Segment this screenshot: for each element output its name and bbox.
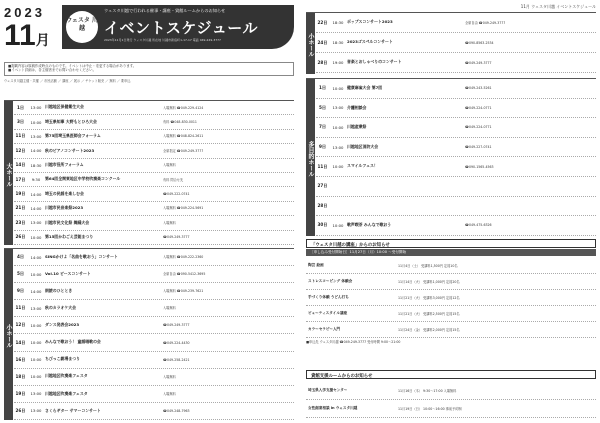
list-row-info: 11月24日（金） 受講料2,000円 定員15名	[398, 327, 460, 332]
list-row-info: 11月21日（火） 受講料2,500円 定員15名	[398, 311, 460, 316]
small-hall-label: 小ホール	[4, 249, 13, 420]
list-row	[306, 306, 596, 322]
row-title: 川越地区吹奏楽フェスタ	[45, 390, 88, 396]
lecture-box-note: ［申し込み受付開始日］11月27日（月）10:00 ～受付開始	[306, 249, 596, 256]
small-hall-section	[4, 248, 294, 420]
row-date: 16日	[15, 356, 26, 362]
row-info: ☎090-1565-4563	[465, 164, 494, 169]
list-row	[306, 322, 596, 338]
schedule-row	[14, 159, 294, 173]
schedule-row	[14, 202, 294, 216]
row-title: ちびっこ劇場まつり	[45, 356, 81, 362]
list-row-info: 11月21日（火） 受講料3,000円 定員12名	[398, 295, 460, 300]
row-title: 川越地区保健衛生大会	[45, 104, 84, 110]
header-subtitle: ウェスタ川越で行われる催事・講座・貸館ルームからのお知らせ	[104, 8, 226, 13]
schedule-row	[14, 283, 294, 300]
row-date: 5日	[16, 271, 25, 277]
row-info: 入場無料	[163, 163, 176, 168]
row-title: スマイルフェス！	[347, 163, 378, 169]
row-date: 9日	[318, 144, 327, 150]
multi-hall-section	[306, 78, 596, 236]
row-time: 10:00	[332, 124, 344, 130]
row-title: 第64回全関東地区中学校吹奏楽コンクール	[45, 176, 121, 182]
header-band	[62, 5, 294, 49]
schedule-row	[14, 101, 294, 115]
row-date: 11日	[317, 163, 328, 169]
row-time: 10:00	[30, 322, 42, 328]
row-date: 19日	[15, 191, 26, 197]
schedule-row	[14, 403, 294, 420]
row-title: 第15回かわごえ芸能まつり	[45, 233, 94, 239]
schedule-row	[316, 197, 596, 217]
row-title: 埼玉県知事 大野もとひろ大会	[45, 118, 97, 124]
schedule-row	[316, 53, 596, 73]
row-time: 10:00	[30, 340, 42, 346]
list-row-info: 11月14日（火） 受講料1,000円 定員20名	[398, 279, 460, 284]
row-info: ☎049-243-5261	[465, 86, 492, 91]
right-header: 11月 ウェスタ川越 イベントスケジュール	[520, 4, 596, 9]
row-title: 秋のピアノコンサート2023	[45, 147, 95, 153]
list-row	[306, 290, 596, 306]
page-title: イベントスケジュール	[104, 19, 258, 37]
row-info: 有料 ☎048-830-0011	[163, 120, 197, 125]
schedule-row	[14, 115, 294, 129]
schedule-row	[14, 130, 294, 144]
row-time: 14:00	[30, 148, 42, 154]
lecture-footer: ■申込先 ウェスタ川越 ☎049-249-3777 受付時間 9:00～21:00	[306, 340, 401, 344]
schedule-row	[14, 216, 294, 230]
schedule-row	[14, 266, 294, 283]
list-row-info: 11月16日（木） 9:30～17:00 入場無料	[398, 388, 457, 393]
row-time: 13:00	[332, 144, 344, 150]
list-row	[306, 274, 596, 290]
row-time: 13:00	[30, 133, 42, 139]
row-date: 14日	[15, 339, 26, 345]
room-box-title: 貸館支援ルームからのお知らせ	[306, 370, 596, 379]
row-time: 13:00	[30, 391, 42, 397]
list-row-name: ビューティスタイル講座	[308, 311, 348, 316]
row-info: 全席指定 ☎049-249-3777	[163, 148, 204, 153]
row-info: ☎049-249-3777	[163, 323, 190, 328]
row-time: 10:00	[30, 234, 42, 240]
row-title: 川越産業祭	[347, 124, 367, 130]
lecture-box-title: 「ウェスタ川越の講座」からのお知らせ	[306, 239, 596, 248]
row-date: 12日	[15, 322, 26, 328]
row-time: 13:00	[30, 305, 42, 311]
row-time: 10:00	[30, 374, 42, 380]
list-row-info: 11月4日（土） 受講料1,500円 定員10名	[398, 263, 458, 268]
schedule-row	[316, 118, 596, 138]
row-date: 7日	[318, 124, 327, 130]
schedule-row	[14, 231, 294, 245]
row-date: 30日	[317, 222, 328, 228]
row-info: ☎049-249-3777	[163, 235, 190, 240]
row-date: 11日	[15, 305, 26, 311]
row-title: 川越地区吹奏楽フェスタ	[45, 373, 88, 379]
row-time: 10:00	[332, 222, 344, 228]
row-info: ☎049-224-4430	[163, 340, 190, 345]
row-info: 入場無料 ☎049-222-2360	[163, 255, 204, 260]
schedule-row	[14, 334, 294, 351]
row-title: 埼玉の民謡を楽しむ会	[45, 190, 84, 196]
row-date: 22日	[317, 19, 328, 25]
schedule-row	[316, 99, 596, 119]
list-row-name: 手づくり体験 うどん打ち	[308, 295, 349, 300]
westa-logo: ウェスタ 川越	[66, 11, 98, 43]
list-row-name: 埼玉県入学支援センター	[308, 388, 348, 393]
notice-line: ■掲載内容は原稿作成時点のものです。イベントは中止・変更する場合があります。	[8, 64, 137, 68]
row-info: 入場無料	[163, 220, 176, 225]
row-time: 14:00	[30, 288, 42, 294]
row-title: 2023ゴスペルコンサート	[347, 39, 393, 45]
row-date: 14日	[15, 162, 26, 168]
multi-hall-label: 多目的ホール	[306, 79, 315, 236]
row-time: 13:00	[332, 105, 344, 111]
row-info: ☎090-8563-2534	[465, 40, 494, 45]
schedule-row	[316, 13, 596, 33]
row-info: 入場無料 ☎049-224-5691	[163, 206, 204, 211]
list-row-name: 陶芸 絵画	[308, 263, 324, 268]
row-date: 9日	[16, 288, 25, 294]
row-date: 11日	[15, 133, 26, 139]
row-title: 川越市役所フォーラム	[45, 161, 84, 167]
row-date: 12日	[15, 147, 26, 153]
row-date: 17日	[15, 176, 26, 182]
row-info: ☎049-227-0741	[465, 145, 492, 150]
row-date: 26日	[15, 407, 26, 413]
row-date: 19日	[15, 390, 26, 396]
row-date: 4日	[16, 254, 25, 260]
row-date: 3日	[16, 119, 25, 125]
row-date: 18日	[15, 373, 26, 379]
row-date: 1日	[318, 85, 327, 91]
list-row-name: 女性創業相談 in ウェスタ川越	[308, 406, 358, 411]
right-small-hall-section	[306, 12, 596, 74]
row-time: 9:30	[31, 177, 41, 183]
schedule-row	[14, 144, 294, 158]
row-title: さくらギター サマーコンサート	[45, 407, 101, 413]
row-date: 28日	[317, 202, 328, 208]
schedule-row	[14, 386, 294, 403]
row-title: 川越市民音楽祭2023	[45, 205, 84, 211]
row-title: 介護相談会	[347, 104, 367, 110]
list-row	[306, 382, 596, 400]
right-small-hall-label: 小ホール	[306, 13, 315, 74]
legend: ウェスタ川越主催・共催 ／ 市民活動 ／ 講座 ／ 展示 ／ チケット販売 ／ 無料 ／ 要申込	[4, 79, 131, 83]
row-time: 10:00	[332, 164, 344, 170]
row-info: ☎049-222-0741	[163, 192, 190, 197]
row-time: 19:00	[332, 60, 344, 65]
row-time: 13:00	[30, 105, 42, 111]
row-time: 10:00	[30, 119, 42, 125]
schedule-row	[14, 249, 294, 266]
header-year: 2023	[4, 5, 45, 20]
list-row-info: 11月19日（日） 10:00～16:00 事前予約制	[398, 406, 462, 411]
row-title: ポップスコンサート2023	[347, 19, 393, 25]
row-info: ☎049-248-7963	[163, 408, 190, 413]
row-date: 5日	[318, 104, 327, 110]
row-info: ☎049-224-0771	[465, 125, 492, 130]
row-info: 入場無料 ☎048-824-2611	[163, 134, 204, 139]
schedule-row	[316, 33, 596, 53]
row-title: 川越地区消防大会	[347, 143, 379, 149]
schedule-row	[14, 187, 294, 201]
notice-line: ■イベント詳細は、各主催者までお問い合わせください。	[8, 68, 96, 73]
row-time: 13:00	[30, 220, 42, 226]
row-title: 朗読のひととき	[45, 287, 73, 293]
schedule-row	[316, 216, 596, 236]
row-title: 秋のカラオケ大会	[45, 305, 77, 311]
row-title: SINGかけよ「名曲を歌おう」コンサート	[45, 253, 118, 259]
row-info: 有料 問合せ先	[163, 177, 184, 182]
row-info: ☎049-475-6326	[465, 223, 492, 228]
schedule-row	[14, 352, 294, 369]
list-row-name: カラーセラピー入門	[308, 327, 341, 332]
row-time: 10:00	[30, 271, 42, 277]
row-title: 健康麻雀大会 第7回	[347, 85, 383, 90]
schedule-row	[14, 369, 294, 386]
row-time: 14:00	[30, 191, 42, 197]
row-date: 21日	[15, 205, 26, 211]
row-title: 第75回埼玉県医師会フォーラム	[45, 133, 101, 139]
row-title: Vol.10 ピースコンサート	[45, 270, 91, 276]
row-info: ☎049-224-0771	[465, 105, 492, 110]
row-title: 川越市民文化祭 舞踊大会	[45, 219, 90, 225]
large-hall-section	[4, 100, 294, 245]
schedule-row	[316, 157, 596, 177]
row-info: 入場無料	[163, 306, 176, 311]
row-date: 24日	[317, 39, 328, 45]
row-time: 18:30	[30, 162, 42, 168]
row-time: 18:30	[332, 40, 344, 45]
row-time: 18:30	[332, 20, 344, 25]
row-info: 入場無料	[163, 374, 176, 379]
row-date: 26日	[15, 234, 26, 240]
row-title: 音楽とおしゃべりのコンサート	[347, 59, 402, 65]
row-info: ☎049-258-2421	[163, 357, 190, 362]
large-hall-label: 大ホール	[4, 101, 13, 245]
row-info: 全席自由 ☎090-5412-3695	[163, 272, 206, 277]
row-title: ダンス発表会2023	[45, 322, 80, 328]
schedule-row	[14, 300, 294, 317]
schedule-row	[14, 173, 294, 187]
row-date: 28日	[317, 59, 328, 65]
row-time: 14:00	[30, 205, 42, 211]
row-info: 全席自由 ☎049-249-3777	[465, 20, 506, 25]
schedule-row	[316, 177, 596, 197]
row-date: 23日	[15, 219, 26, 225]
row-time: 13:00	[30, 408, 42, 414]
row-title: みんなで歌おう！ 童謡唱歌の会	[45, 339, 101, 345]
schedule-row	[14, 317, 294, 334]
row-info: 入場無料 ☎049-239-7621	[163, 289, 204, 294]
schedule-row	[316, 79, 596, 99]
list-row	[306, 258, 596, 274]
row-info: 入場無料	[163, 391, 176, 396]
row-info: 入場無料 ☎049-229-4124	[163, 105, 204, 110]
row-date: 1日	[16, 104, 25, 110]
schedule-row	[316, 138, 596, 158]
row-title: 歌声喫茶 みんなで歌おう	[347, 222, 392, 228]
row-time: 10:00	[332, 85, 344, 91]
issue-date	[4, 5, 60, 59]
notice-box	[4, 62, 294, 76]
row-time: 14:00	[30, 254, 42, 260]
row-time: 10:00	[30, 357, 42, 363]
row-info: ☎049-249-3777	[465, 60, 492, 65]
header-info: 2023年11月1日発行 ウェスタ川越 所在地 川越市新宿町1-17-17 電話 049-249-3777	[104, 38, 221, 42]
list-row	[306, 400, 596, 418]
header-month: 11月	[4, 19, 50, 52]
row-date: 27日	[317, 183, 328, 189]
list-row-name: ストレスコーピング 体験会	[308, 279, 353, 284]
